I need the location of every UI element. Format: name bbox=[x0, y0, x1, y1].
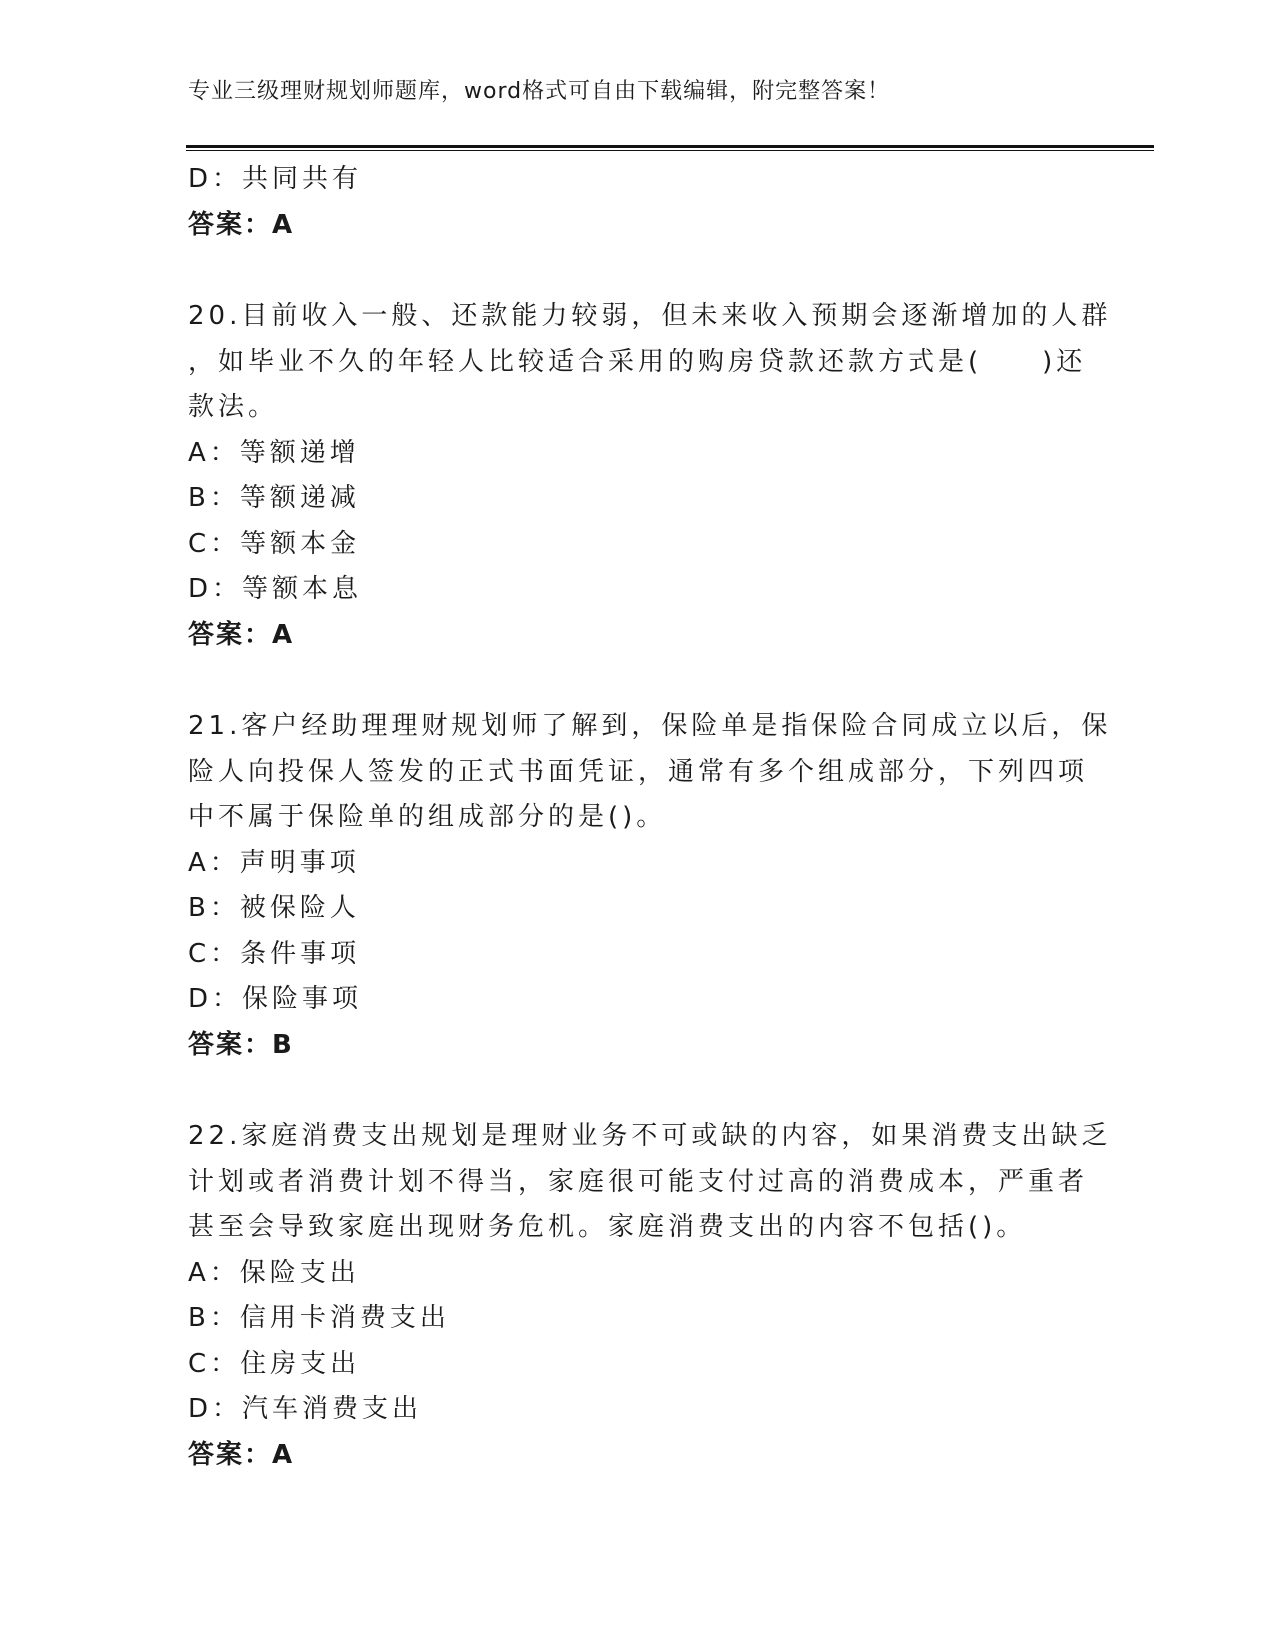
option-b: B：被保险人 bbox=[188, 893, 360, 923]
option-d: D：等额本息 bbox=[188, 574, 363, 604]
question-stem-line: 中不属于保险单的组成部分的是()。 bbox=[188, 802, 667, 832]
option-a: A：等额递增 bbox=[188, 437, 360, 468]
answer-line: 答案：A bbox=[188, 619, 295, 650]
option-d: D：共同共有 bbox=[188, 164, 363, 194]
question-stem-line: 险人向投保人签发的正式书面凭证，通常有多个组成部分，下列四项 bbox=[188, 756, 1089, 787]
question-stem-line: ，如毕业不久的年轻人比较适合采用的购房贷款还款方式是( )还 bbox=[188, 346, 1087, 377]
answer-line: 答案：B bbox=[188, 1029, 294, 1060]
option-c: C：条件事项 bbox=[188, 938, 361, 969]
question-stem-line: 22.家庭消费支出规划是理财业务不可或缺的内容，如果消费支出缺乏 bbox=[188, 1121, 1112, 1151]
question-stem-line: 20.目前收入一般、还款能力较弱，但未来收入预期会逐渐增加的人群 bbox=[188, 301, 1112, 331]
spacer bbox=[188, 1068, 1088, 1114]
option-d: D：保险事项 bbox=[188, 984, 363, 1014]
question-20 bbox=[188, 294, 1112, 658]
question-stem-line: 款法。 bbox=[188, 392, 279, 422]
option-d: D：汽车消费支出 bbox=[188, 1394, 423, 1424]
answer-line: 答案：A bbox=[188, 209, 295, 240]
question-content bbox=[188, 157, 1112, 1478]
option-c: C：住房支出 bbox=[188, 1348, 361, 1379]
header-divider bbox=[186, 145, 1154, 151]
option-a: A：声明事项 bbox=[188, 847, 360, 878]
page-header: 专业三级理财规划师题库，word格式可自由下载编辑，附完整答案！ bbox=[188, 79, 891, 104]
option-b: B：等额递减 bbox=[188, 483, 360, 513]
option-b: B：信用卡消费支出 bbox=[188, 1303, 450, 1333]
option-a: A：保险支出 bbox=[188, 1257, 360, 1288]
question-stem-line: 甚至会导致家庭出现财务危机。家庭消费支出的内容不包括()。 bbox=[188, 1212, 1027, 1242]
answer-line: 答案：A bbox=[188, 1439, 295, 1470]
spacer bbox=[188, 658, 1088, 704]
question-stem-line: 21.客户经助理理财规划师了解到，保险单是指保险合同成立以后，保 bbox=[188, 711, 1112, 741]
spacer bbox=[188, 248, 1088, 294]
option-c: C：等额本金 bbox=[188, 528, 361, 559]
question-stem-line: 计划或者消费计划不得当，家庭很可能支付过高的消费成本，严重者 bbox=[188, 1166, 1089, 1197]
question-22 bbox=[188, 1114, 1112, 1478]
question-21 bbox=[188, 704, 1112, 1068]
